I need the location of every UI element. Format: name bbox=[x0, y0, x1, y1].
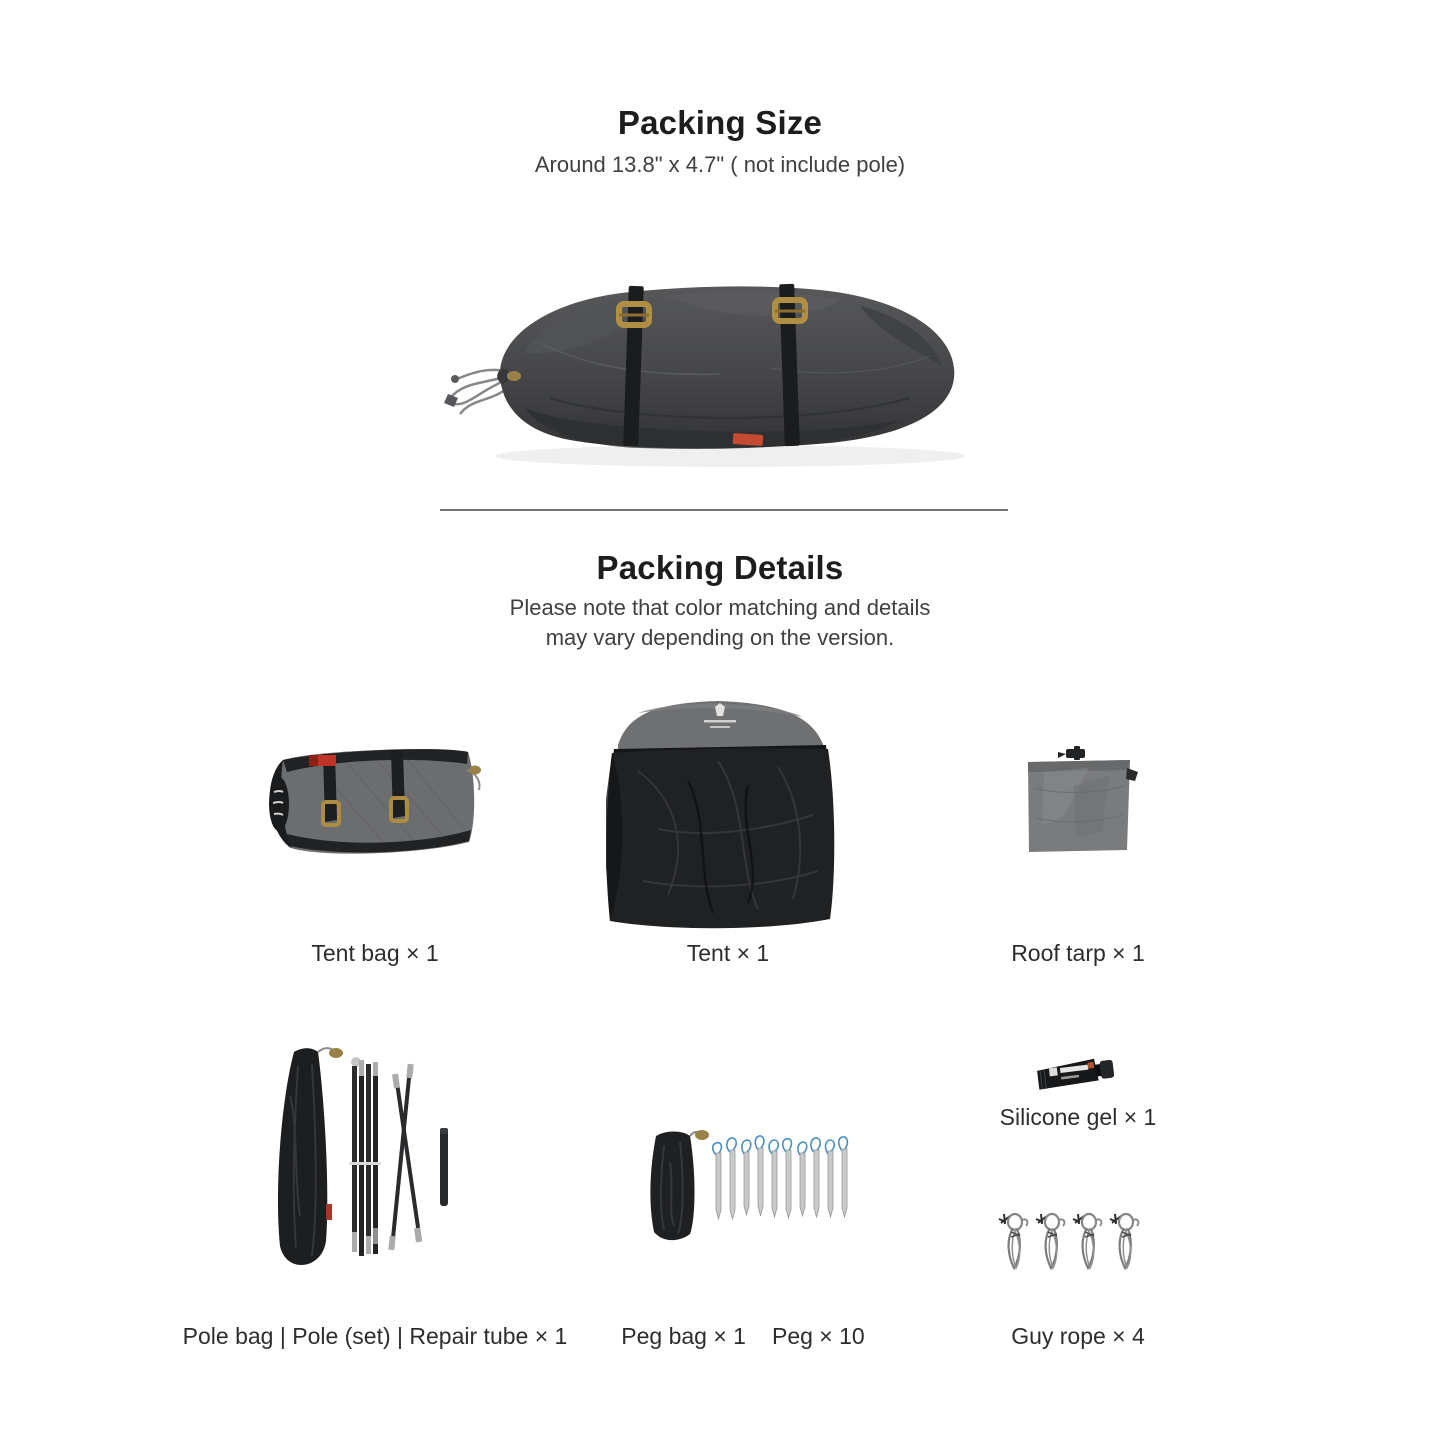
roof-tarp-photo bbox=[1014, 746, 1142, 864]
pole-bag bbox=[278, 1048, 327, 1265]
tent-bag-illustration bbox=[253, 742, 493, 867]
packing-details-title: Packing Details bbox=[596, 549, 844, 586]
tent-bag-photo bbox=[253, 742, 493, 867]
roof-tarp-label: Roof tarp × 1 bbox=[1011, 940, 1145, 966]
silicone-gel-label: Silicone gel × 1 bbox=[999, 1104, 1157, 1130]
packing-size-subtitle: Around 13.8" x 4.7" ( not include pole) bbox=[534, 152, 906, 177]
packed-tent-bag-illustration bbox=[430, 248, 1010, 483]
silicone-gel-illustration bbox=[1030, 1051, 1125, 1101]
silicone-gel-photo bbox=[1030, 1051, 1125, 1101]
tent-photo bbox=[598, 695, 841, 935]
tent-label: Tent × 1 bbox=[686, 940, 770, 966]
guy-rope-photo bbox=[990, 1206, 1140, 1278]
pegs bbox=[713, 1136, 848, 1219]
pole-set-illustration bbox=[268, 1036, 473, 1286]
brand-tag bbox=[733, 433, 764, 446]
guy-rope-label: Guy rope × 4 bbox=[1011, 1323, 1145, 1349]
peg-set-photo bbox=[638, 1122, 856, 1247]
pole-set-photo bbox=[268, 1036, 473, 1286]
tarp-buckle bbox=[1058, 746, 1085, 760]
guy-rope-coil bbox=[999, 1214, 1138, 1268]
section-divider bbox=[440, 509, 1008, 511]
note-line-1: Please note that color matching and details bbox=[509, 595, 931, 620]
tent-bag-label: Tent bag × 1 bbox=[311, 940, 439, 966]
roof-tarp-illustration bbox=[1014, 746, 1142, 864]
peg-label: Peg × 10 bbox=[771, 1323, 865, 1349]
peg-bag-label: Peg bag × 1 bbox=[621, 1323, 746, 1349]
pole-bundle bbox=[349, 1057, 381, 1256]
packed-tent-bag-photo bbox=[430, 248, 1010, 483]
pole-set-label: Pole bag | Pole (set) | Repair tube × 1 bbox=[182, 1323, 568, 1349]
peg-set-illustration bbox=[638, 1122, 856, 1247]
repair-tube bbox=[440, 1128, 448, 1206]
packing-size-title: Packing Size bbox=[617, 104, 823, 141]
guy-rope-illustration bbox=[990, 1206, 1140, 1278]
packing-details-note bbox=[0, 593, 1440, 653]
tent-illustration bbox=[598, 695, 841, 935]
pole-crossed bbox=[392, 1068, 420, 1248]
note-line-2: may vary depending on the version. bbox=[545, 625, 895, 650]
